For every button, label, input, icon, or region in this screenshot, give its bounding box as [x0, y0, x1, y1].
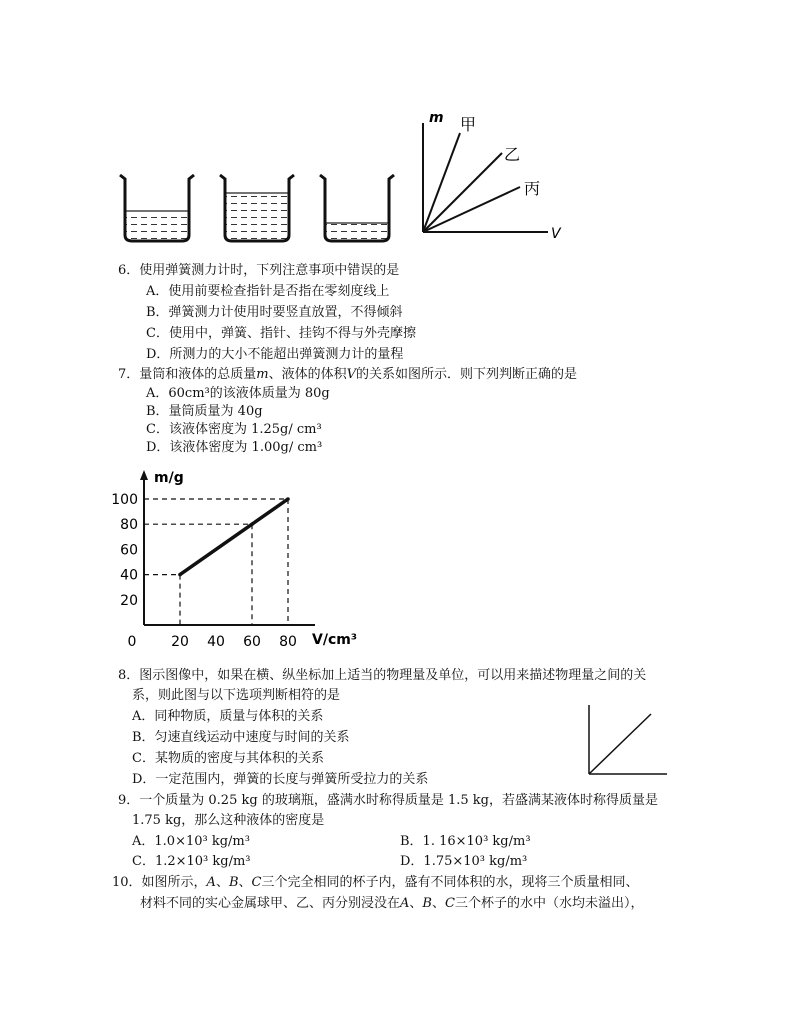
- data-point-2: [286, 497, 290, 501]
- chart-ylabel: m/g: [154, 470, 184, 486]
- y-tick-label-0: 20: [120, 592, 138, 609]
- x-tick-label-3: 60: [243, 634, 261, 650]
- q8-option-b: B．匀速直线运动中速度与时间的关系: [132, 730, 350, 745]
- q9-stem-line1: 9．一个质量为 0.25 kg 的玻璃瓶，盛满水时称得质量是 1.5 kg，若盛满某液体时称得质量是: [118, 793, 658, 808]
- q7-option-c: C．该液体密度为 1.25g/ cm³: [146, 422, 322, 437]
- q6-option-d: D．所测力的大小不能超出弹簧测力计的量程: [146, 347, 404, 362]
- chart-y-arrow: [140, 470, 148, 480]
- label-jia: 甲: [460, 115, 477, 134]
- q9-stem-line2: 1.75 kg，那么这种液体的密度是: [132, 813, 325, 828]
- q8-stem-line1: 8．图示图像中，如果在横、纵坐标加上适当的物理量及单位，可以用来描述物理量之间的关: [118, 668, 647, 683]
- q6-option-b: B．弹簧测力计使用时要竖直放置，不得倾斜: [146, 305, 403, 320]
- q9-option-b: B．1. 16×10³ kg/m³: [400, 834, 531, 849]
- data-point-0: [178, 573, 182, 577]
- q6-option-c: C．使用中，弹簧、指针、挂钩不得与外壳摩擦: [146, 326, 416, 341]
- m-v-graph: [410, 105, 570, 240]
- x-tick-label-0: 0: [127, 634, 137, 650]
- q9-option-c: C．1.2×10³ kg/m³: [132, 854, 251, 869]
- q7-option-d: D．该液体密度为 1.00g/ cm³: [146, 440, 323, 455]
- label-yi: 乙: [504, 145, 521, 164]
- q8-option-a: A．同种物质，质量与体积的关系: [132, 709, 324, 724]
- q7-option-b: B．量筒质量为 40g: [146, 404, 263, 419]
- y-tick-label-3: 80: [120, 517, 138, 534]
- q8-line: [589, 714, 651, 774]
- beakers-figure: [110, 165, 400, 250]
- data-point-1: [250, 522, 254, 526]
- q8-stem-line2: 系，则此图与以下选项判断相符的是: [132, 688, 341, 703]
- series-line: [180, 499, 288, 575]
- y-tick-label-1: 40: [120, 567, 138, 584]
- q6-option-a: A．使用前要检查指针是否指在零刻度线上: [146, 284, 390, 299]
- q7-stem: 7．量筒和液体的总质量m、液体的体积V的关系如图所示．则下列判断正确的是: [118, 367, 578, 382]
- label-bing: 丙: [524, 179, 541, 198]
- beaker-2: [220, 175, 294, 241]
- x-tick-label-2: 40: [207, 634, 225, 650]
- line-yi: [423, 153, 502, 232]
- q9-option-d: D．1.75×10³ kg/m³: [400, 854, 528, 869]
- beaker-1: [120, 175, 194, 241]
- y-tick-label-4: 100: [111, 492, 138, 508]
- x-tick-label-1: 20: [171, 634, 189, 650]
- q8-option-d: D．一定范围内，弹簧的长度与弹簧所受拉力的关系: [132, 772, 429, 787]
- y-axis-label: m: [429, 110, 444, 126]
- x-tick-label-4: 80: [279, 634, 297, 650]
- x-axis-label: V: [551, 226, 561, 240]
- beaker-3: [320, 175, 394, 241]
- q8-option-c: C．某物质的密度与其体积的关系: [132, 751, 324, 766]
- q8-linear-graph: [585, 700, 675, 780]
- q10-stem-line1: 10．如图所示，A、B、C三个完全相同的杯子内，盛有不同体积的水，现将三个质量相同、: [112, 875, 639, 890]
- q10-stem-line2: 材料不同的实心金属球甲、乙、丙分别浸没在A、B、C三个杯子的水中（水均未溢出），: [140, 896, 644, 911]
- q7-option-a: A．60cm³的该液体质量为 80g: [146, 386, 330, 401]
- chart-xlabel: V/cm³: [312, 632, 357, 648]
- q9-option-a: A．1.0×10³ kg/m³: [132, 834, 250, 849]
- q7-mass-volume-chart: [110, 462, 370, 657]
- q6-stem: 6．使用弹簧测力计时，下列注意事项中错误的是: [118, 263, 400, 278]
- y-tick-label-2: 60: [120, 542, 138, 559]
